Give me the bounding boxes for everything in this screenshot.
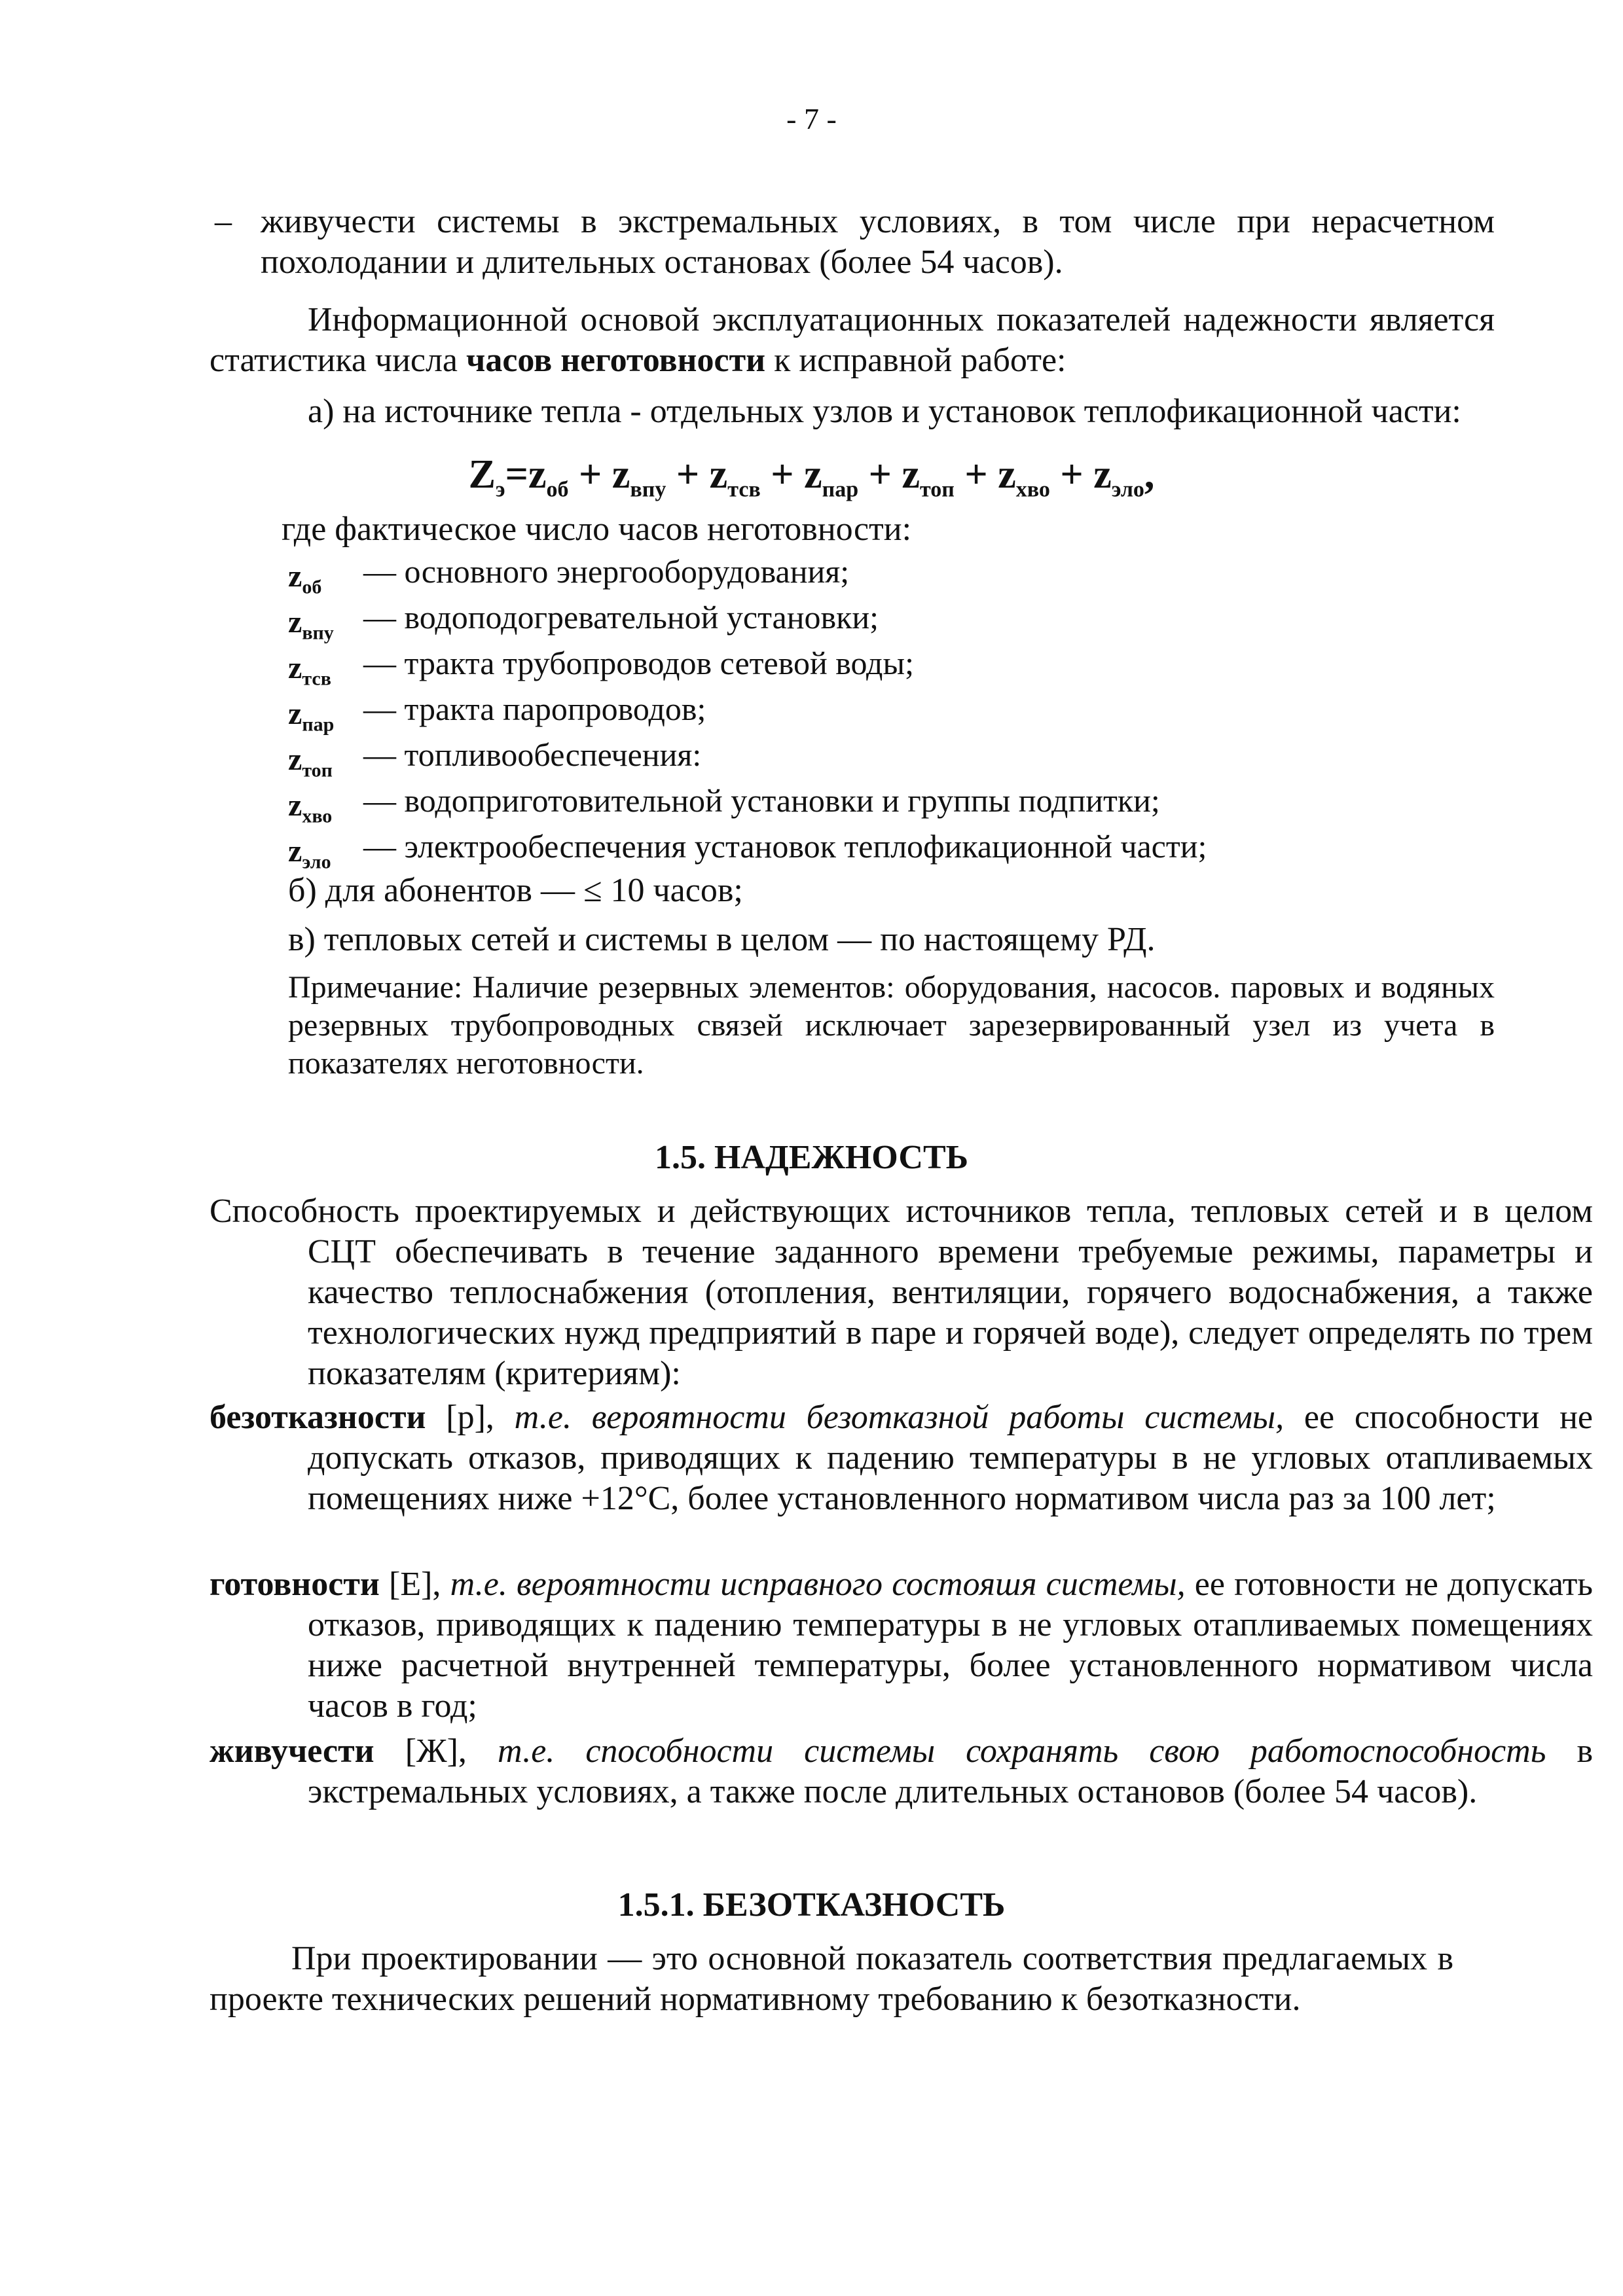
criterion-rest: ее способности не допускать отказов, приводящих к падению температуры в не угловых отапливаемых помещениях ниже +12°С, более установленного нормативом числа раз за 100 лет;	[308, 1399, 1593, 1517]
criterion-term: готовности	[210, 1566, 380, 1603]
formula-term-sub: топ	[920, 477, 955, 502]
formula-term-sub: хво	[1015, 477, 1050, 502]
criterion-sep: ,	[432, 1566, 450, 1603]
formula-eq: =	[505, 452, 528, 497]
def-sym: z	[288, 605, 302, 639]
formula-term-sub: пар	[822, 477, 859, 502]
criterion-symbol: [Ж]	[405, 1732, 458, 1770]
formula-term-sub: эло	[1111, 477, 1144, 502]
def-sub: тсв	[302, 668, 331, 690]
formula-term-sub: тсв	[727, 477, 761, 502]
definition-symbol	[288, 740, 333, 791]
def-sub: хво	[302, 805, 333, 827]
note-paragraph: Примечание: Наличие резервных элементов: оборудования, насосов. паровых и водяных резервных трубопроводных связей исключает зарезервированный узел из учета в показателях неготовности.	[288, 970, 1495, 1081]
def-sym: z	[288, 559, 302, 594]
formula-plus: +	[1060, 452, 1084, 497]
definition-text: — водоподогревательной установки;	[363, 599, 879, 636]
criterion-reliability	[210, 1397, 1593, 1519]
def-sub: топ	[302, 759, 333, 781]
where-line: где фактическое число часов неготовности:	[282, 511, 912, 548]
info-bold-term: часов неготовности	[466, 342, 766, 379]
criterion-survivability	[210, 1731, 1593, 1812]
definition-text: — тракта трубопроводов сетевой воды;	[363, 645, 914, 681]
ability-paragraph: Способность проектируемых и действующих источников тепла, тепловых сетей и в целом СЦТ обеспечивать в течение заданного времени требуемые режимы, параметры и качество теплоснабжения (отопления, вентиляции, горячего водоснабжения, а также технологических нужд предприятий в паре и горячей воде), следует определять по трем показателям (критериям):	[210, 1193, 1593, 1392]
definition-text: — основного энергооборудования;	[363, 553, 850, 590]
formula-term: z	[611, 452, 630, 497]
formula-lhs: Z	[468, 452, 496, 497]
def-sub: пар	[302, 713, 335, 736]
formula-plus: +	[868, 452, 892, 497]
formula-plus: +	[579, 452, 602, 497]
def-sym: z	[288, 651, 302, 685]
formula-lhs-sub: э	[495, 477, 505, 502]
section-heading-1-5: 1.5. НАДЕЖНОСТЬ	[654, 1139, 969, 1176]
definition-symbol	[288, 556, 321, 608]
formula-plus: +	[676, 452, 700, 497]
definition-symbol	[288, 602, 334, 654]
formula-term: z	[528, 452, 547, 497]
formula-term-sub: впу	[630, 477, 666, 502]
formula-tail: ,	[1144, 452, 1155, 497]
criterion-italic: т.е. вероятности исправного состояшя системы,	[450, 1566, 1186, 1603]
definition-symbol	[288, 785, 332, 837]
criterion-sep: ,	[485, 1399, 515, 1436]
formula-term: z	[804, 452, 822, 497]
formula-plus: +	[964, 452, 988, 497]
formula-term-sub: об	[546, 477, 569, 502]
item-b: б) для абонентов — ≤ 10 часов;	[288, 872, 743, 909]
intro-dash: –	[215, 203, 232, 240]
criterion-symbol: [Е]	[389, 1566, 433, 1603]
item-a: а) на источнике тепла - отдельных узлов и установок теплофикационной части:	[308, 393, 1461, 430]
definition-text: — водоприготовительной установки и группы подпитки;	[363, 782, 1160, 819]
formula-term: z	[709, 452, 728, 497]
intro-line-2: похолодании и длительных остановах (более 54 часов).	[261, 243, 1063, 281]
info-text-before: Информационной основой эксплуатационных показателей надежности является статистика числа	[210, 301, 1495, 379]
intro-line-1	[261, 202, 1495, 242]
formula	[0, 448, 1623, 516]
criterion-rest: в экстремальных условиях, а также после длительных остановов (более 54 часов).	[308, 1732, 1594, 1810]
criterion-symbol: [р]	[446, 1399, 486, 1436]
formula-term: z	[998, 452, 1016, 497]
formula-term: z	[902, 452, 921, 497]
formula-plus: +	[771, 452, 794, 497]
info-text-after: к исправной работе:	[765, 342, 1067, 379]
info-paragraph	[210, 300, 1495, 381]
def-sym: z	[288, 788, 302, 823]
definition-text: — тракта паропроводов;	[363, 691, 706, 727]
intro-line-1-text: живучести системы в экстремальных условиях, в том числе при нерасчетном	[261, 203, 1495, 240]
page-number: - 7 -	[786, 102, 837, 135]
criterion-rest: ее готовности не допускать отказов, приводящих к падению температуры в не угловых отапливаемых помещениях ниже расчетной внутренней температуры, более установленного нормативом числа часов в год;	[308, 1566, 1594, 1725]
criterion-term: живучести	[210, 1732, 374, 1770]
item-v: в) тепловых сетей и системы в целом — по настоящему РД.	[288, 921, 1156, 958]
def-sub: впу	[302, 622, 334, 644]
formula-term: z	[1093, 452, 1112, 497]
criterion-readiness	[210, 1564, 1593, 1727]
criterion-sep: ,	[458, 1732, 498, 1770]
definition-symbol	[288, 648, 331, 700]
criterion-italic: т.е. способности системы сохранять свою работоспособность	[498, 1732, 1546, 1770]
definition-symbol	[288, 694, 334, 745]
definition-text: — топливообеспечения:	[363, 736, 702, 773]
section-heading-1-5-1: 1.5.1. БЕЗОТКАЗНОСТЬ	[617, 1886, 1006, 1924]
def-sym: z	[288, 742, 302, 777]
criterion-italic: т.е. вероятности безотказной работы системы,	[514, 1399, 1285, 1436]
def-sub: эло	[302, 851, 331, 873]
definition-text: — электрообеспечения установок теплофикационной части;	[363, 828, 1207, 865]
criterion-term: безотказности	[210, 1399, 426, 1436]
def-sym: z	[288, 696, 302, 731]
def-sym: z	[288, 834, 302, 869]
design-paragraph: При проектировании — это основной показатель соответствия предлагаемых в проекте технических решений нормативному требованию к безотказности.	[210, 1940, 1453, 2018]
def-sub: об	[302, 576, 322, 598]
